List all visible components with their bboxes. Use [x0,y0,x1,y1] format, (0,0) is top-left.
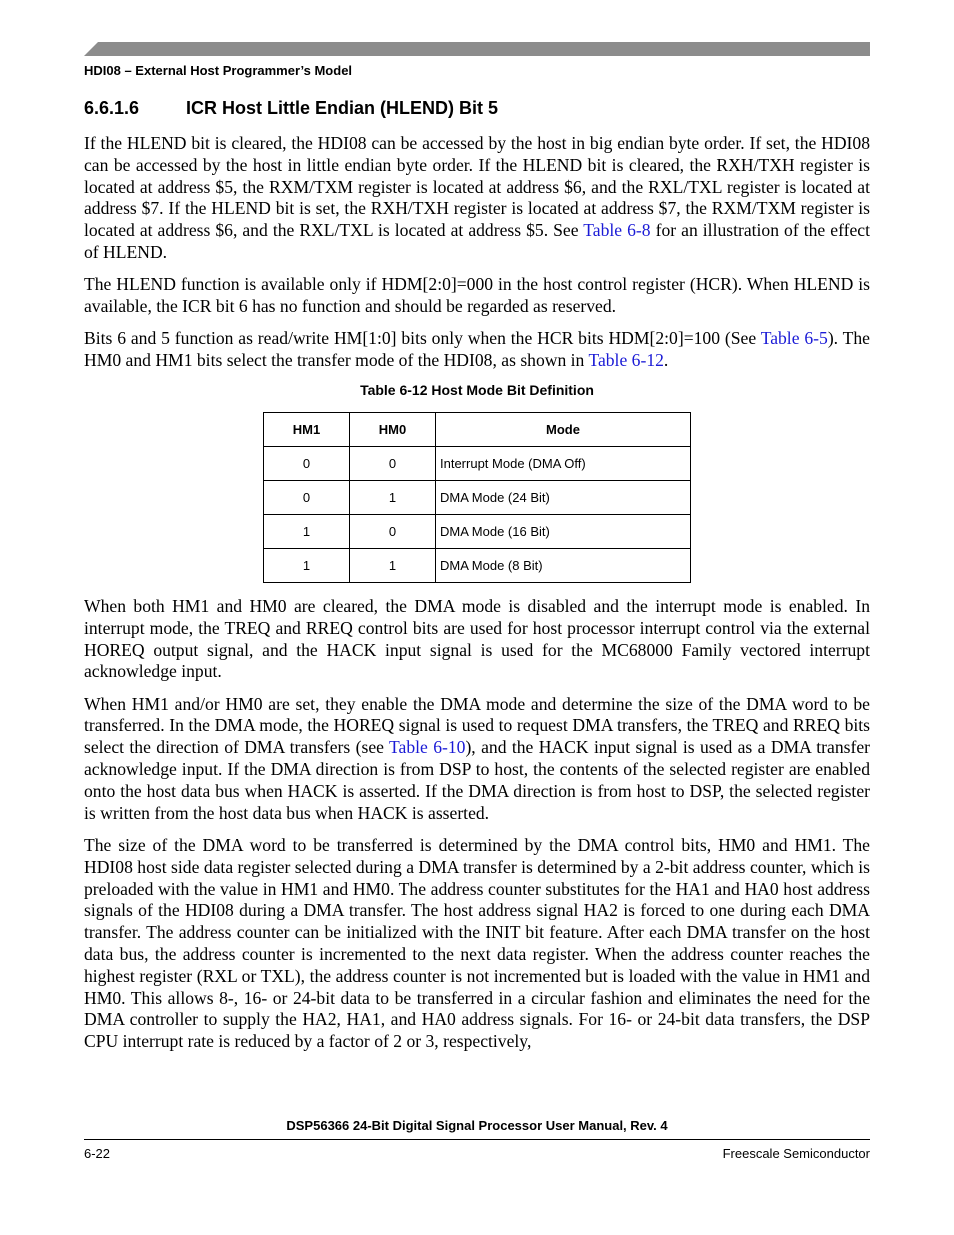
cell-hm1: 1 [264,549,350,583]
cell-hm1: 0 [264,447,350,481]
footer-title: DSP56366 24-Bit Digital Signal Processor User Manual, Rev. 4 [286,1118,668,1133]
table-row [264,447,691,481]
cell-mode: DMA Mode (24 Bit) [436,481,691,515]
section-heading [84,98,498,119]
header-hm0: HM0 [350,413,436,447]
table-row [264,549,691,583]
link-table-6-5[interactable]: Table 6-5 [760,328,828,349]
link-table-6-8[interactable]: Table 6-8 [583,220,651,241]
running-header: HDI08 – External Host Programmer’s Model [84,63,353,78]
table-header-row [264,413,691,447]
link-table-6-12[interactable]: Table 6-12 [588,350,664,371]
cell-hm0: 0 [350,447,436,481]
section-number: 6.6.1.6 [84,98,140,118]
paragraph-hm-bits: Bits 6 and 5 function as read/write HM[1:0] bits only when the HCR bits HDM[2:0]=100 (See Table 6-5). The HM0 and HM1 bits select the transfer mode of the HDI08, as shown in Table 6-12. [84,328,870,371]
cell-mode: Interrupt Mode (DMA Off) [436,447,691,481]
host-mode-table [263,412,691,583]
body-upper [84,133,870,382]
paragraph-interrupt-mode: When both HM1 and HM0 are cleared, the DMA mode is disabled and the interrupt mode is enabled. In interrupt mode, the TREQ and RREQ control bits are used for host processor interrupt control via the external HOREQ output signal, and the HACK input signal is used for the MC68000 Family vectored interrupt acknowledge input. [84,596,870,682]
table-row [264,481,691,515]
header-mode: Mode [436,413,691,447]
paragraph-hlend: If the HLEND bit is cleared, the HDI08 can be accessed by the host in big endian byte order. If set, the HDI08 can be accessed by the host in little endian byte order. If the HLEND bit is cleared, the RXH/TXH register is located at address $5, the RXM/TXM register is located at address $6, and the RXL/TXL register is located at address $7. If the HLEND bit is set, the RXH/TXH register is located at address $7, the RXM/TXM register is located at address $6, and the RXL/TXL is located at address $5. See Table 6-8 for an illustration of the effect of HLEND. [84,133,870,262]
footer-company: Freescale Semiconductor [722,1146,870,1161]
cell-mode: DMA Mode (8 Bit) [436,549,691,583]
cell-hm1: 0 [264,481,350,515]
header-hm1: HM1 [264,413,350,447]
footer-divider [84,1139,870,1140]
table-row [264,515,691,549]
link-table-6-10[interactable]: Table 6-10 [389,737,466,758]
table-caption: Table 6-12 Host Mode Bit Definition [360,382,594,398]
paragraph-hlend-availability: The HLEND function is available only if HDM[2:0]=000 in the host control register (HCR). When HLEND is available, the ICR bit 6 has no function and should be regarded as reserved. [84,274,870,317]
header-decor-bar [84,42,870,56]
paragraph-dma-word-size: The size of the DMA word to be transferred is determined by the DMA control bits, HM0 and HM1. The HDI08 host side data register selected during a DMA transfer is determined by a 2-bit address counter, which is preloaded with the value in HM1 and HM0. The address counter substitutes for the HA1 and HA0 host address signals of the HDI08 during a DMA transfer. The host address signal HA2 is forced to one during each DMA transfer. The address counter can be initialized with the INIT bit feature. After each DMA transfer on the host data bus, the address counter is incremented to the next data register. When the address counter reaches the highest register (RXL or TXL), the address counter is not incremented but is loaded with the value in HM1 and HM0. This allows 8-, 16- or 24-bit data to be transferred in a circular fashion and eliminates the need for the DMA controller to supply the HA2, HA1, and HA0 address signals. For 16- or 24-bit data transfers, the DSP CPU interrupt rate is reduced by a factor of 2 or 3, respectively, [84,834,870,1052]
body-lower [84,596,870,1063]
cell-hm0: 1 [350,481,436,515]
paragraph-dma-mode: When HM1 and/or HM0 are set, they enable the DMA mode and determine the size of the DMA word to be transferred. In the DMA mode, the HOREQ signal is used to request DMA transfers, the TREQ and RREQ bits select the direction of DMA transfers (see Table 6-10), and the HACK input signal is used as a DMA transfer acknowledge input. If the DMA direction is from DSP to host, the contents of the selected register are enabled onto the host data bus when HACK is asserted. If the DMA direction is from host to DSP, the selected register is written from the host data bus when HACK is asserted. [84,693,870,823]
cell-hm1: 1 [264,515,350,549]
cell-mode: DMA Mode (16 Bit) [436,515,691,549]
section-title: ICR Host Little Endian (HLEND) Bit 5 [186,98,498,118]
cell-hm0: 0 [350,515,436,549]
cell-hm0: 1 [350,549,436,583]
page-number: 6-22 [84,1146,111,1161]
